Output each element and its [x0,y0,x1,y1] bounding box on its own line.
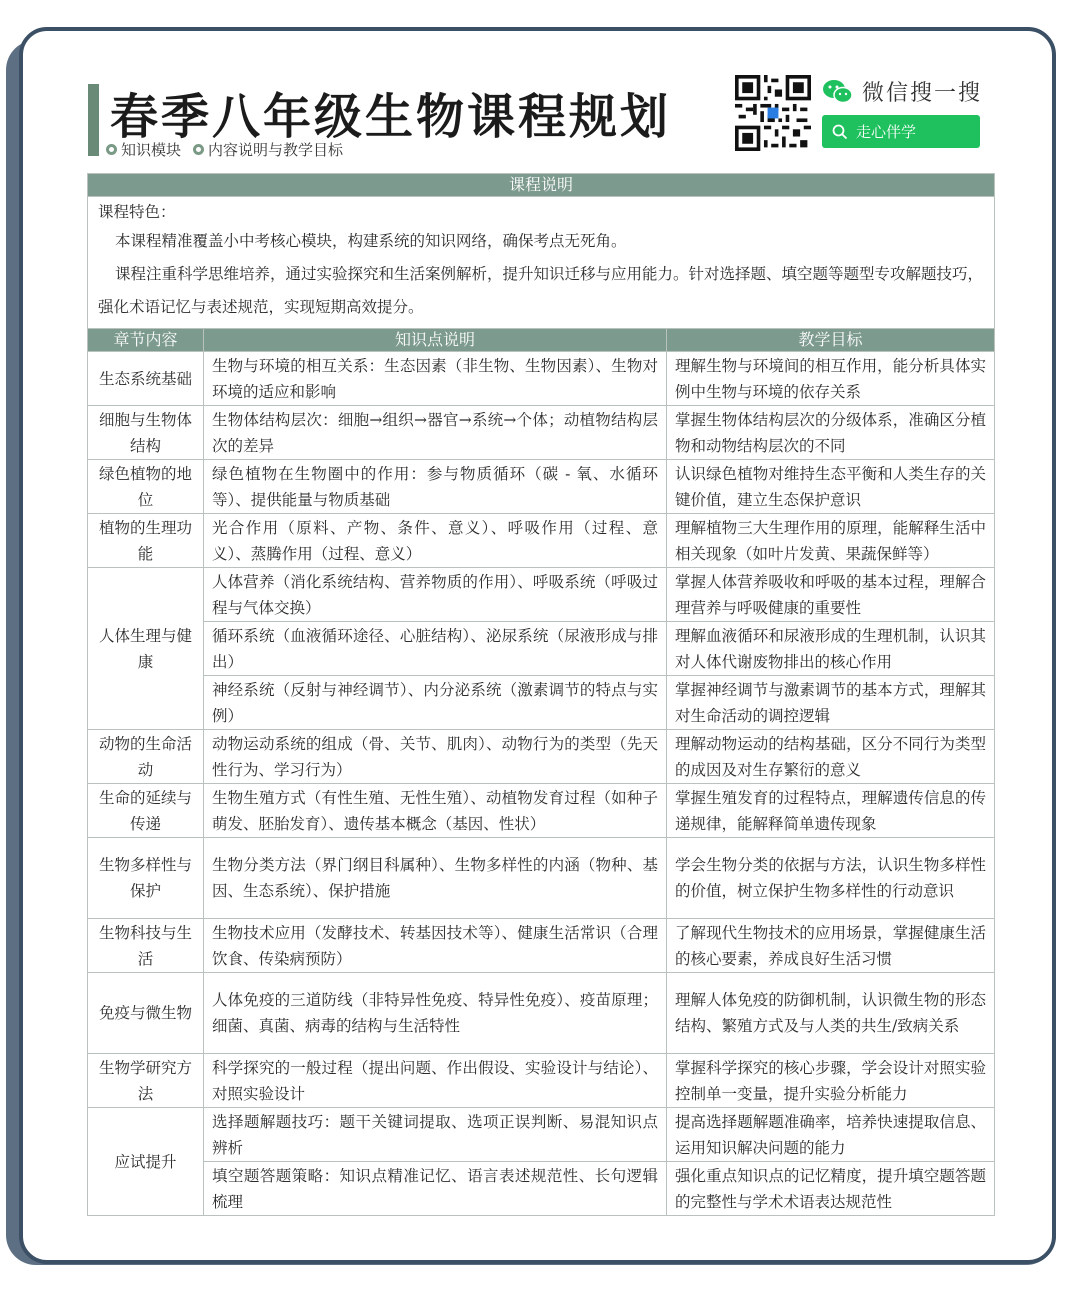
tag-list [106,139,343,160]
tag-label: 知识模块 [121,141,182,159]
table-row [88,973,995,1054]
chapter-cell: 细胞与生物体结构 [88,406,204,460]
search-button-label: 走心伴学 [856,123,917,141]
chapter-cell: 生物多样性与保护 [88,838,204,919]
table-row [88,676,995,730]
goal-cell: 掌握生物体结构层次的分级体系，准确区分植物和动物结构层次的不同 [667,406,995,460]
search-icon [832,124,848,140]
knowledge-cell: 人体营养（消化系统结构、营养物质的作用）、呼吸系统（呼吸过程与气体交换） [204,568,667,622]
chapter-cell: 生态系统基础 [88,352,204,406]
chapter-cell: 植物的生理功能 [88,514,204,568]
knowledge-cell: 生物分类方法（界门纲目科属种）、生物多样性的内涵（物种、基因、生态系统）、保护措施 [204,838,667,919]
intro-paragraph: 本课程精准覆盖小中考核心模块，构建系统的知识网络，确保考点无死角。 [115,232,627,250]
chapter-cell: 生物科技与生活 [88,919,204,973]
table-row [88,1162,995,1216]
chapter-cell: 应试提升 [88,1108,204,1216]
knowledge-cell: 光合作用（原料、产物、条件、意义）、呼吸作用（过程、意义）、蒸腾作用（过程、意义） [204,514,667,568]
title-accent-bar [88,84,99,156]
section-header-row [88,174,995,197]
course-table [87,173,995,1216]
knowledge-cell: 神经系统（反射与神经调节）、内分泌系统（激素调节的特点与实例） [204,676,667,730]
chapter-cell: 动物的生命活动 [88,730,204,784]
feature-label: 课程特色： [98,203,176,221]
circle-icon [106,144,117,155]
goal-cell: 了解现代生物技术的应用场景，掌握健康生活的核心要素，养成良好生活习惯 [667,919,995,973]
knowledge-cell: 生物生殖方式（有性生殖、无性生殖）、动植物发育过程（如种子萌发、胚胎发育）、遗传基本概念（基因、性状） [204,784,667,838]
goal-cell: 理解植物三大生理作用的原理，能解释生活中相关现象（如叶片发黄、果蔬保鲜等） [667,514,995,568]
circle-icon [193,144,204,155]
chapter-cell: 生物学研究方法 [88,1054,204,1108]
column-header: 教学目标 [667,329,995,352]
column-header-row [88,329,995,352]
knowledge-cell: 动物运动系统的组成（骨、关节、肌肉）、动物行为的类型（先天性行为、学习行为） [204,730,667,784]
knowledge-cell: 填空题答题策略：知识点精准记忆、语言表述规范性、长句逻辑梳理 [204,1162,667,1216]
chapter-cell: 生命的延续与传递 [88,784,204,838]
goal-cell: 理解血液循环和尿液形成的生理机制，认识其对人体代谢废物排出的核心作用 [667,622,995,676]
knowledge-cell: 人体免疫的三道防线（非特异性免疫、特异性免疫）、疫苗原理；细菌、真菌、病毒的结构与生活特性 [204,973,667,1054]
goal-cell: 掌握科学探究的核心步骤，学会设计对照实验控制单一变量，提升实验分析能力 [667,1054,995,1108]
tag-label: 内容说明与教学目标 [208,141,344,159]
knowledge-cell: 生物与环境的相互关系：生态因素（非生物、生物因素）、生物对环境的适应和影响 [204,352,667,406]
column-header: 知识点说明 [204,329,667,352]
column-header: 章节内容 [88,329,204,352]
chapter-cell: 绿色植物的地位 [88,460,204,514]
qr-code-icon [735,75,811,151]
table-row [88,622,995,676]
knowledge-cell: 科学探究的一般过程（提出问题、作出假设、实验设计与结论）、对照实验设计 [204,1054,667,1108]
goal-cell: 理解动物运动的结构基础，区分不同行为类型的成因及对生存繁衍的意义 [667,730,995,784]
knowledge-cell: 绿色植物在生物圈中的作用：参与物质循环（碳 - 氧、水循环等）、提供能量与物质基础 [204,460,667,514]
goal-cell: 理解人体免疫的防御机制，认识微生物的形态结构、繁殖方式及与人类的共生/致病关系 [667,973,995,1054]
tag-item [106,139,181,160]
wechat-search-label: 微信搜一搜 [862,81,983,106]
goal-cell: 掌握神经调节与激素调节的基本方式，理解其对生命活动的调控逻辑 [667,676,995,730]
goal-cell: 理解生物与环境间的相互作用，能分析具体实例中生物与环境的依存关系 [667,352,995,406]
table-row [88,838,995,919]
goal-cell: 认识绿色植物对维持生态平衡和人类生存的关键价值，建立生态保护意识 [667,460,995,514]
goal-cell: 掌握生殖发育的过程特点，理解遗传信息的传递规律，能解释简单遗传现象 [667,784,995,838]
table-row [88,568,995,622]
goal-cell: 学会生物分类的依据与方法，认识生物多样性的价值，树立保护生物多样性的行动意识 [667,838,995,919]
page-title: 春季八年级生物课程规划 [110,89,672,145]
section-title: 课程说明 [88,174,995,197]
knowledge-cell: 循环系统（血液循环途径、心脏结构）、泌尿系统（尿液形成与排出） [204,622,667,676]
description-cell [88,197,995,329]
search-button[interactable] [822,115,980,148]
description-row [88,197,995,329]
goal-cell: 强化重点知识点的记忆精度，提升填空题答题的完整性与学术术语表达规范性 [667,1162,995,1216]
knowledge-cell: 选择题解题技巧：题干关键词提取、选项正误判断、易混知识点辨析 [204,1108,667,1162]
chapter-cell: 人体生理与健康 [88,568,204,730]
tag-item [193,139,343,160]
wechat-icon [822,78,854,106]
knowledge-cell: 生物技术应用（发酵技术、转基因技术等）、健康生活常识（合理饮食、传染病预防） [204,919,667,973]
intro-paragraph: 课程注重科学思维培养，通过实验探究和生活案例解析，提升知识迁移与应用能力。针对选择题、填空题等题型专攻解题技巧，强化术语记忆与表述规范，实现短期高效提分。 [98,265,984,316]
table-row [88,460,995,514]
table-row [88,514,995,568]
table-row [88,1054,995,1108]
table-row [88,406,995,460]
goal-cell: 掌握人体营养吸收和呼吸的基本过程，理解合理营养与呼吸健康的重要性 [667,568,995,622]
knowledge-cell: 生物体结构层次：细胞→组织→器官→系统→个体；动植物结构层次的差异 [204,406,667,460]
goal-cell: 提高选择题解题准确率，培养快速提取信息、运用知识解决问题的能力 [667,1108,995,1162]
table-body [88,352,995,1216]
table-row [88,352,995,406]
table-row [88,919,995,973]
chapter-cell: 免疫与微生物 [88,973,204,1054]
wechat-search-row [822,76,982,107]
table-row [88,784,995,838]
table-row [88,730,995,784]
course-table-wrapper [87,173,994,1216]
table-row [88,1108,995,1162]
